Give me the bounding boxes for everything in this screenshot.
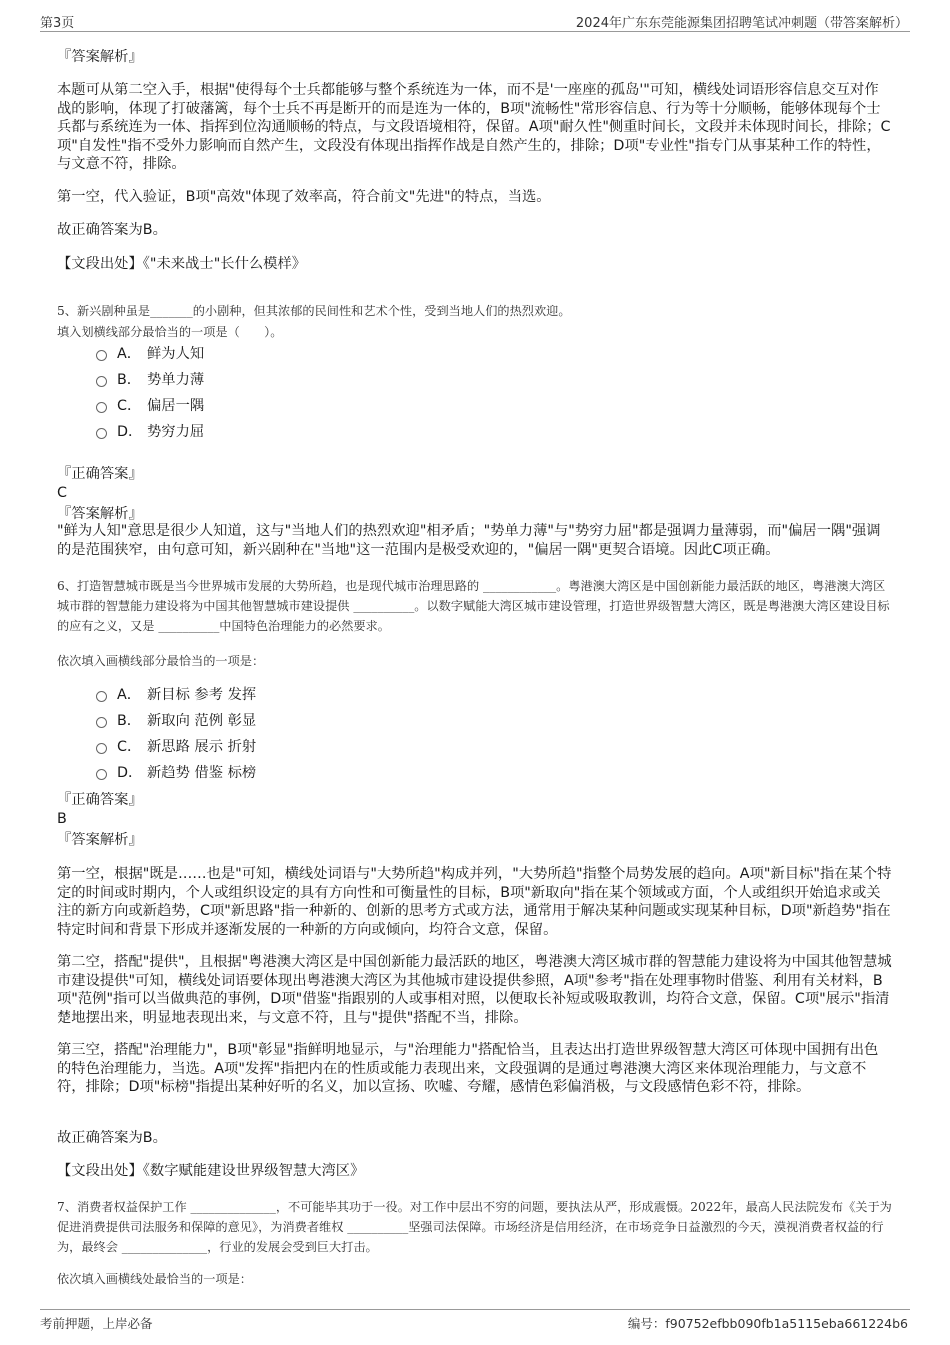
correct-answer: C [57, 485, 67, 501]
radio-icon[interactable] [96, 717, 107, 728]
correct-answer-label: 『正确答案』 [57, 792, 143, 808]
answer-conclusion: 故正确答案为B。 [57, 1130, 167, 1146]
header-divider [40, 31, 910, 32]
correct-answer-label: 『正确答案』 [57, 466, 143, 482]
radio-icon[interactable] [96, 376, 107, 387]
analysis-paragraph: 第二空，搭配"提供"，且根据"粤港澳大湾区是中国创新能力最活跃的地区，粤港澳大湾区城市群的智慧能力建设将为中国其他智慧城市建设提供"可知，横线处词语要体现出粤港澳大湾区为其他城市建设提供参照，A项"参考"指在处理事物时借鉴、利用有关材料，B项"范例"指可以当做典范的事例，D项"借鉴"指跟别的人或事相对照，以便取长补短或吸取教训，均符合文意，保留。C项"展示"指清楚地摆出来，明显地表现出来，与文意不符，且与"提供"搭配不当，排除。 [57, 954, 892, 1026]
option-a[interactable]: A． 新目标 参考 发挥 [96, 686, 256, 704]
correct-answer: B [57, 811, 67, 827]
radio-icon[interactable] [96, 691, 107, 702]
question-5-stem: 5、新兴剧种虽是_______的小剧种，但其浓郁的民间性和艺术个性，受到当地人们的热烈欢迎。 [57, 304, 571, 318]
footer-slogan: 考前押题，上岸必备 [40, 1316, 153, 1331]
option-c[interactable]: C． 偏居一隅 [96, 397, 204, 415]
radio-icon[interactable] [96, 428, 107, 439]
analysis-label: 『答案解析』 [57, 49, 143, 65]
option-a[interactable]: A． 鲜为人知 [96, 345, 204, 363]
analysis-paragraph: 第三空，搭配"治理能力"，B项"彰显"指鲜明地显示，与"治理能力"搭配恰当，且表达出打造世界级智慧大湾区可体现中国拥有出色的特色治理能力，当选。A项"发挥"指把内在的性质或能力表现出来，文段强调的是通过粤港澳大湾区来体现治理能力，与文意不符，排除；D项"标榜"指提出某种好听的名义，加以宣扬、吹嘘、夸耀，感情色彩偏消极，与文段感情色彩不符，排除。 [57, 1042, 879, 1095]
radio-icon[interactable] [96, 769, 107, 780]
analysis-paragraph: 本题可从第二空入手，根据"使得每个士兵都能够与整个系统连为一体，而不是'一座座的孤岛'"可知，横线处词语形容信息交互对作战的影响，体现了打破藩篱，每个士兵不再是断开的而是连为一体的，B项"流畅性"常形容信息、行为等十分顺畅，能够体现每个士兵都与系统连为一体、指挥到位沟通顺畅的特点，与文段语境相符，保留。A项"耐久性"侧重时间长，文段并未体现时间长，排除；C项"自发性"指不受外力影响而自然产生，文段没有体现出指挥作战是自然产生的，排除；D项"专业性"指专门从事某种工作的特性，与文意不符，排除。 [57, 82, 891, 172]
option-c[interactable]: C． 新思路 展示 折射 [96, 738, 256, 756]
footer-divider [40, 1309, 910, 1310]
document-title: 2024年广东东莞能源集团招聘笔试冲刺题（带答案解析） [575, 16, 908, 31]
option-b[interactable]: B． 势单力薄 [96, 371, 204, 389]
analysis-paragraph: 第一空，根据"既是……也是"可知，横线处词语与"大势所趋"构成并列，"大势所趋"指整个局势发展的趋向。A项"新目标"指在某个特定的时间或时期内，个人或组织设定的具有方向性和可衡量性的目标，B项"新取向"指在某个领域或方面，个人或组织开始追求或关注的新方向或新趋势，C项"新思路"指一种新的、创新的思考方式或方法，通常用于解决某种问题或实现某种目标，D项"新趋势"指在特定时间和背景下形成并逐渐发展的一种新的方向或倾向，均符合文意，保留。 [57, 866, 892, 938]
question-6-prompt: 依次填入画横线部分最恰当的一项是： [57, 654, 265, 668]
option-d[interactable]: D． 势穷力屈 [96, 423, 204, 441]
option-b[interactable]: B． 新取向 范例 彰显 [96, 712, 256, 730]
question-5-prompt: 填入划横线部分最恰当的一项是（ ）。 [57, 325, 283, 339]
analysis-label: 『答案解析』 [57, 832, 143, 848]
analysis-label: 『答案解析』 [57, 506, 143, 522]
question-7-stem: 7、消费者权益保护工作 ______________，不可能毕其功于一役。对工作中层出不穷的问题，要执法从严，形成震慑。2022年，最高人民法院发布《关于为促进消费提供司法服务和保障的意见》，为消费者维权 __________坚强司法保障。市场经济是信用经济，在市场竞争日益激烈的今天，漠视消费者权益的行为，最终会 ______________，行业的发展会受到巨大打击。 [57, 1200, 892, 1254]
radio-icon[interactable] [96, 743, 107, 754]
radio-icon[interactable] [96, 402, 107, 413]
source-citation: 【文段出处】《"未来战士"长什么模样》 [57, 256, 307, 272]
document-id: 编号：f90752efbb090fb1a5115eba661224b6 [627, 1316, 908, 1331]
option-d[interactable]: D． 新趋势 借鉴 标榜 [96, 764, 256, 782]
source-citation: 【文段出处】《数字赋能建设世界级智慧大湾区》 [57, 1163, 365, 1179]
page-number: 第3页 [40, 16, 75, 31]
question-7-prompt: 依次填入画横线处最恰当的一项是： [57, 1272, 252, 1286]
answer-conclusion: 故正确答案为B。 [57, 222, 167, 238]
analysis-paragraph: "鲜为人知"意思是很少人知道，这与"当地人们的热烈欢迎"相矛盾；"势单力薄"与"势穷力屈"都是强调力量薄弱，而"偏居一隅"强调的是范围狭窄，由句意可知，新兴剧种在"当地"这一范围内是极受欢迎的，"偏居一隅"更契合语境。因此C项正确。 [57, 523, 881, 558]
analysis-paragraph: 第一空，代入验证，B项"高效"体现了效率高，符合前文"先进"的特点，当选。 [57, 189, 551, 205]
question-6-stem: 6、打造智慧城市既是当今世界城市发展的大势所趋，也是现代城市治理思路的 ____________。粤港澳大湾区是中国创新能力最活跃的地区，粤港澳大湾区城市群的智慧能力建设将为中国其他智慧城市建设提供 __________。以数字赋能大湾区城市建设管理，打造世界级智慧大湾区，既是粤港澳大湾区建设目标的应有之义，又是 __________中国特色治理能力的必然要求。 [57, 579, 890, 633]
radio-icon[interactable] [96, 350, 107, 361]
